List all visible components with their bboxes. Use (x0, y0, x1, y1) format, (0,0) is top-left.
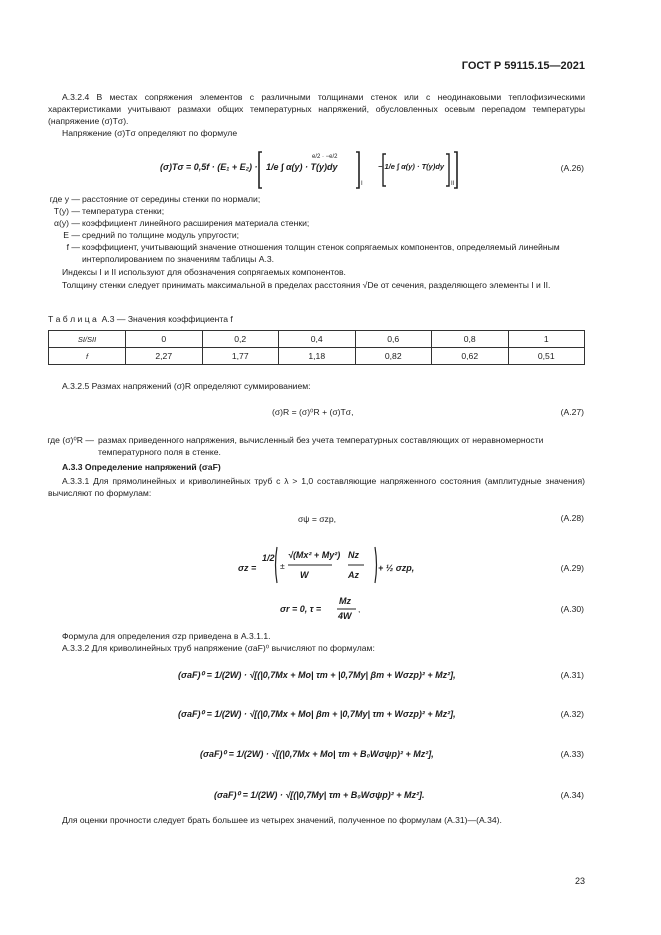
table-cell: 0,4 (279, 331, 356, 348)
equation-a32: (σaF)⁰ = 1/(2W) · √[(|0,7Mx + Mo| βm + |0,7My| τm + Wσzp)² + Mz²], (178, 709, 456, 719)
where-text: средний по толщине модуль упругости; (82, 230, 240, 240)
equation-a27-number: (А.27) (560, 407, 584, 417)
equation-a33: (σaF)⁰ = 1/(2W) · √[(|0,7Mx + Mo| τm + B₀Wσψp)² + Mz²], (200, 749, 434, 759)
where-text: размах приведенного напряжения, вычисленный без учета температурных составляющих от неравномерности температурного поля в стенке. (98, 435, 544, 457)
where-symbol: E — (63, 230, 80, 240)
paragraph-a332: А.3.3.2 Для криволинейных труб напряжение (σaF)⁰ вычисляют по формулам: (62, 643, 375, 653)
paragraph-indices: Индексы I и II используют для обозначения сопрягаемых компонентов. (62, 267, 346, 277)
standard-number: ГОСТ Р 59115.15—2021 (461, 60, 585, 72)
equation-a28: σψ = σzp, (298, 514, 336, 524)
equation-a29-az: Az (348, 570, 359, 580)
equation-a31-number: (А.31) (560, 670, 584, 680)
page-number: 23 (574, 876, 585, 886)
equation-a26-number: (А.26) (560, 163, 584, 173)
table-cell: 0 (126, 331, 203, 348)
equation-a26-lhs: (σ)Tσ = 0,5f · (E₁ + E₂) · (160, 162, 258, 172)
where-text: температура стенки; (82, 206, 165, 216)
table-a3 (48, 330, 585, 365)
table-cell: 0,6 (355, 331, 432, 348)
table-cell: 1 (508, 331, 585, 348)
table-row (49, 348, 585, 365)
table-cell: 0,62 (432, 348, 509, 365)
equation-a26-sub-i: I (361, 181, 363, 187)
paragraph-thickness: Толщину стенки следует принимать максимальной в пределах расстояния √De от сечения, разделяющего элементы I и II. (62, 280, 551, 290)
equation-a29-lhs: σz = (238, 563, 257, 573)
paragraph-a325: А.3.2.5 Размах напряжений (σ)R определяют суммированием: (62, 381, 311, 391)
equation-a26 (160, 161, 258, 173)
equation-a26-sub-ii: II (451, 181, 455, 187)
table-cell: 2,27 (126, 348, 203, 365)
table-cell: 0,51 (508, 348, 585, 365)
paragraph-formula-reference: Формула для определения σzp приведена в А.3.1.1. (62, 631, 271, 641)
equation-a34-number: (А.34) (560, 790, 584, 800)
where-text: расстояние от середины стенки по нормали; (82, 194, 261, 204)
equation-a27: (σ)R = (σ)⁰R + (σ)Tσ, (272, 407, 354, 417)
equation-a26-part2: − 1/e ∫ α(y) · T(y)dy (378, 162, 445, 171)
table-cell: 0,8 (432, 331, 509, 348)
equation-a30-tail: , (358, 604, 361, 614)
paragraph-a324: А.3.2.4 В местах сопряжения элементов с различными толщинами стенок или с неодинаковыми теплофизическими характеристиками учитывают размахи общих температурных напряжений, обусловленных осевым перепадом температуры (напряжение (σ)Tσ). (48, 92, 585, 126)
where-symbol: T(y) — (53, 206, 80, 216)
table-cell-label: SI/SII (49, 331, 126, 348)
where-symbol: где (σ)⁰R — (47, 435, 94, 445)
equation-a33-number: (А.33) (560, 749, 584, 759)
table-cell: 1,18 (279, 348, 356, 365)
equation-a31: (σaF)⁰ = 1/(2W) · √[(|0,7Mx + Mo| τm + |0,7My| βm + Wσzp)² + Mz²], (178, 670, 456, 680)
equation-a28-number: (А.28) (560, 513, 584, 523)
table-cell-label: f (49, 348, 126, 365)
equation-a30-lhs: σr = 0, τ = (280, 604, 322, 614)
paragraph-a331: А.3.3.1 Для прямолинейных и криволинейных труб с λ > 1,0 составляющие напряженного состояния (амплитудные значения) вычисляют по формулам: (48, 476, 585, 498)
equation-a30-denominator: 4W (338, 611, 352, 621)
equation-a29-denominator: W (300, 570, 309, 580)
table-caption-text: А.3 — Значения коэффициента f (101, 314, 233, 324)
where-text: коэффициент линейного расширения материала стенки; (82, 218, 310, 228)
equation-a29-half: 1/2 (262, 553, 275, 563)
table-cell: 1,77 (202, 348, 279, 365)
equation-a32-number: (А.32) (560, 709, 584, 719)
heading-a33: А.3.3 Определение напряжений (σaF) (62, 462, 221, 472)
table-cell: 0,2 (202, 331, 279, 348)
where-symbol: f — (66, 242, 80, 252)
where-symbol: α(y) — (54, 218, 80, 228)
where-symbol: где y — (49, 194, 80, 204)
equation-a26-limits: e/2 · −e/2 (312, 154, 338, 160)
equation-a29-numerator: √(Mx² + My²) (288, 550, 341, 560)
paragraph-final: Для оценки прочности следует брать большее из четырех значений, полученное по формулам (А.31)—(А.34). (62, 815, 502, 825)
paragraph-a324-formula-intro: Напряжение (σ)Tσ определяют по формуле (62, 128, 238, 138)
table-caption (48, 313, 233, 325)
equation-a29-nz: Nz (348, 550, 359, 560)
equation-a30-numerator: Mz (339, 596, 351, 606)
table-row (49, 331, 585, 348)
equation-a26-part1: 1/e ∫ α(y) · T(y)dy (266, 162, 338, 172)
where-text: коэффициент, учитывающий значение отношения толщин стенок сопрягаемых компонентов, определяемый линейным интерполированием по значениям таблицы А.3. (82, 242, 560, 264)
table-caption-prefix: Т а б л и ц а (48, 314, 97, 324)
equation-a29-tail: + ½ σzp, (378, 563, 415, 573)
equation-a29-pm: ± (280, 561, 285, 571)
equation-a29-number: (А.29) (560, 563, 584, 573)
equation-a30-number: (А.30) (560, 604, 584, 614)
table-cell: 0,82 (355, 348, 432, 365)
equation-a34: (σaF)⁰ = 1/(2W) · √[(|0,7My| τm + B₀Wσψp)² + Mz²]. (214, 790, 425, 800)
